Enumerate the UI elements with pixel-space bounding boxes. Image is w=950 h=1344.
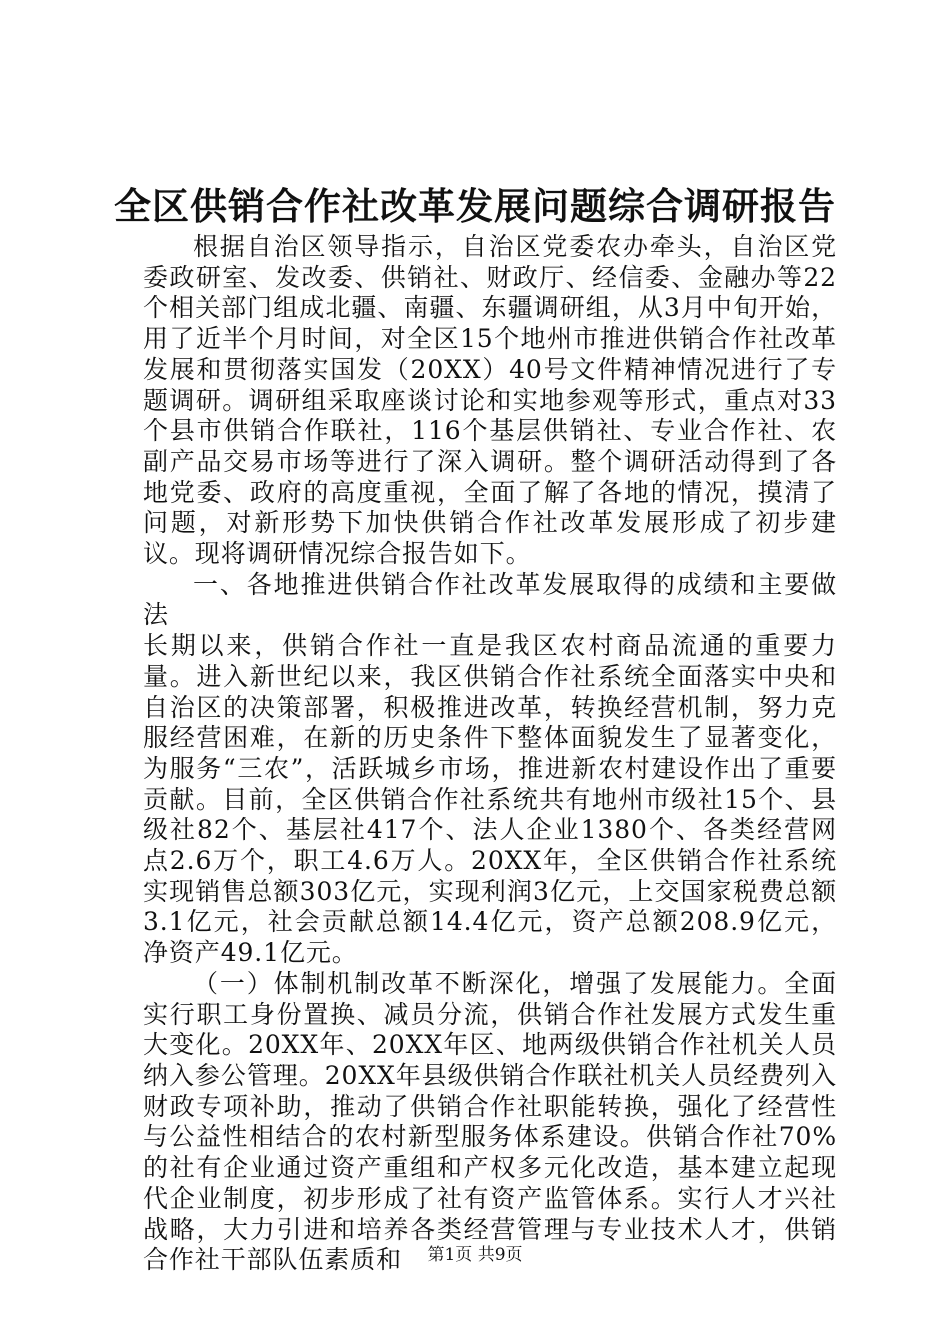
page-number-footer: 第1页 共9页	[427, 1245, 523, 1265]
document-title: 全区供销合作社改革发展问题综合调研报告	[114, 184, 836, 228]
document-body	[143, 232, 837, 1276]
paragraph-subsection-1: （一）体制机制改革不断深化，增强了发展能力。全面实行职工身份置换、减员分流，供销合作社发展方式发生重大变化。20XX年、20XX年区、地两级供销合作社机关人员纳入参公管理。20XX年县级供销合作联社机关人员经费列入财政专项补助，推动了供销合作社职能转换，强化了经营性与公益性相结合的农村新型服务体系建设。供销合作社70%的社有企业通过资产重组和产权多元化改造，基本建立起现代企业制度，初步形成了社有资产监管体系。实行人才兴社战略，大力引进和培养各类经营管理与专业技术人才，供销合作社干部队伍素质和	[143, 968, 837, 1275]
paragraph-intro: 根据自治区领导指示，自治区党委农办牵头，自治区党委政研室、发改委、供销社、财政厅、经信委、金融办等22个相关部门组成北疆、南疆、东疆调研组，从3月中旬开始，用了近半个月时间，对全区15个地州市推进供销合作社改革发展和贯彻落实国发（20XX）40号文件精神情况进行了专题调研。调研组采取座谈讨论和实地参观等形式，重点对33个县市供销合作联社，116个基层供销社、专业合作社、农副产品交易市场等进行了深入调研。整个调研活动得到了各地党委、政府的高度重视，全面了解了各地的情况，摸清了问题，对新形势下加快供销合作社改革发展形成了初步建议。现将调研情况综合报告如下。	[143, 232, 837, 569]
section-heading-1: 一、各地推进供销合作社改革发展取得的成绩和主要做法	[143, 569, 837, 630]
paragraph-overview: 长期以来，供销合作社一直是我区农村商品流通的重要力量。进入新世纪以来，我区供销合作社系统全面落实中央和自治区的决策部署，积极推进改革，转换经营机制，努力克服经营困难，在新的历史条件下整体面貌发生了显著变化，为服务“三农”，活跃城乡市场，推进新农村建设作出了重要贡献。目前，全区供销合作社系统共有地州市级社15个、县级社82个、基层社417个、法人企业1380个、各类经营网点2.6万个，职工4.6万人。20XX年，全区供销合作社系统实现销售总额303亿元，实现利润3亿元，上交国家税费总额3.1亿元，社会贡献总额14.4亿元，资产总额208.9亿元，净资产49.1亿元。	[143, 631, 837, 968]
